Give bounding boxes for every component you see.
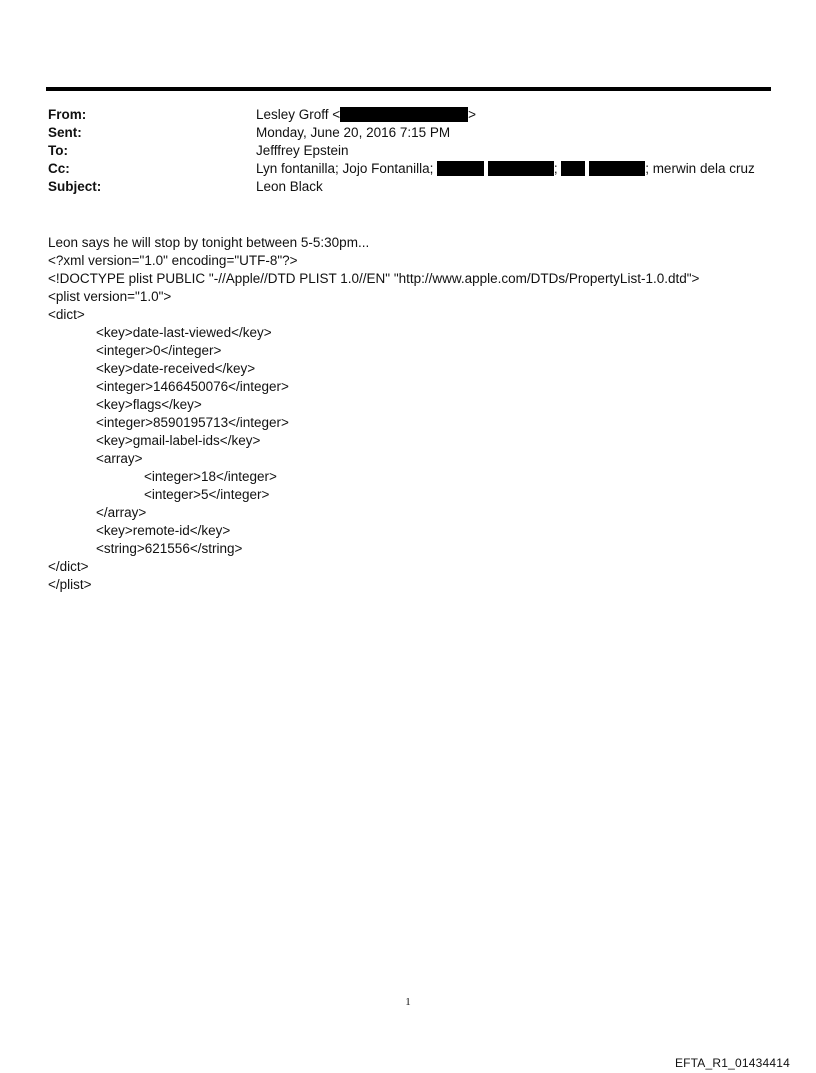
cc-label: Cc: [48, 161, 70, 176]
cc-separator: ; [553, 161, 558, 176]
body-line: <key>date-last-viewed</key> [96, 325, 272, 340]
body-line: <dict> [48, 307, 85, 322]
cc-value [256, 160, 755, 178]
subject-value: Leon Black [256, 179, 323, 194]
page-number: 1 [405, 996, 411, 1008]
redaction-block [488, 161, 554, 176]
body-line: <key>remote-id</key> [96, 523, 231, 538]
subject-label: Subject: [48, 179, 102, 194]
redaction-block [589, 161, 645, 176]
to-row [48, 142, 778, 160]
body-line: <key>gmail-label-ids</key> [96, 433, 261, 448]
body-line: <string>621556</string> [96, 541, 243, 556]
cc-row [48, 160, 778, 178]
email-body [48, 234, 788, 594]
body-line: <key>flags</key> [96, 397, 202, 412]
from-row [48, 106, 778, 124]
redaction-block [437, 161, 484, 176]
body-line: </dict> [48, 559, 89, 574]
cc-prefix: Lyn fontanilla; Jojo Fontanilla; [256, 161, 434, 176]
sent-value: Monday, June 20, 2016 7:15 PM [256, 125, 451, 140]
from-name: Lesley Groff < [256, 107, 341, 122]
to-value: Jefffrey Epstein [256, 143, 349, 158]
body-line: Leon says he will stop by tonight between 5-5:30pm... [48, 235, 370, 250]
body-line: <array> [96, 451, 143, 466]
from-value [256, 106, 476, 124]
sent-label: Sent: [48, 125, 82, 140]
body-line: </array> [96, 505, 147, 520]
body-line: <integer>5</integer> [144, 487, 270, 502]
to-label: To: [48, 143, 68, 158]
header-rule [46, 87, 771, 91]
from-label: From: [48, 107, 87, 122]
subject-row [48, 178, 778, 196]
redaction-block [561, 161, 585, 176]
email-header [48, 106, 778, 196]
body-line: <key>date-received</key> [96, 361, 256, 376]
redaction-block [340, 107, 468, 122]
cc-suffix: ; merwin dela cruz [645, 161, 755, 176]
body-line: <integer>8590195713</integer> [96, 415, 289, 430]
body-line: </plist> [48, 577, 92, 592]
body-line: <?xml version="1.0" encoding="UTF-8"?> [48, 253, 298, 268]
body-line: <!DOCTYPE plist PUBLIC "-//Apple//DTD PLIST 1.0//EN" "http://www.apple.com/DTDs/PropertyList-1.0.dtd"> [48, 271, 700, 286]
document-id: EFTA_R1_01434414 [674, 1056, 790, 1070]
body-line: <integer>1466450076</integer> [96, 379, 289, 394]
body-line: <integer>0</integer> [96, 343, 222, 358]
from-close: > [468, 107, 477, 122]
sent-row [48, 124, 778, 142]
body-line: <integer>18</integer> [144, 469, 277, 484]
body-line: <plist version="1.0"> [48, 289, 172, 304]
